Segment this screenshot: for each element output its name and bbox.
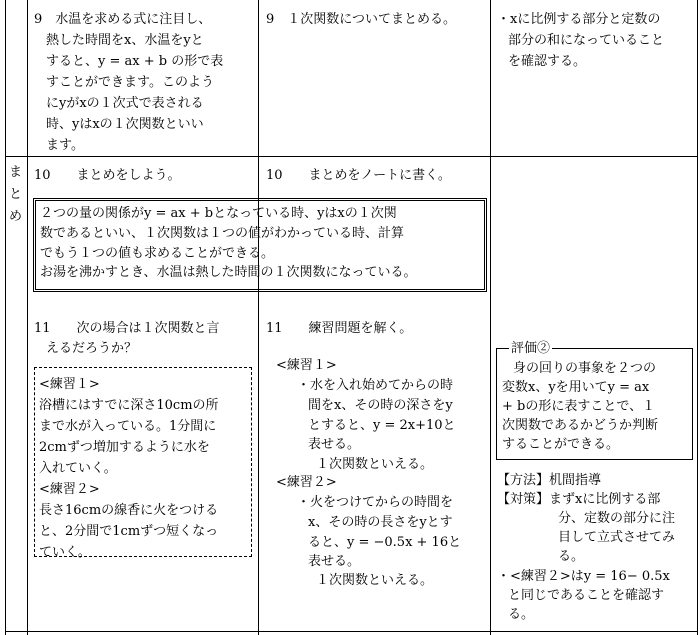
summary-line: お湯を沸かすとき、水温は熱した時間の１次関数になっている。 — [40, 265, 417, 280]
row1-col1-line: 9 水温を求める式に注目し、 — [34, 12, 212, 27]
summary-line: でもう１つの値も求めることができる。 — [40, 246, 275, 261]
row1-col1-line: にyがxの１次式で表される — [46, 96, 204, 111]
col2-practice-line: ると、y = −0.5x + 16と — [308, 535, 462, 550]
row1-col1-line: ます。 — [46, 138, 84, 153]
row1-col1-line: 熱した時間をx、水温をyと — [46, 33, 204, 48]
practice-line: <練習２> — [39, 482, 100, 497]
col2-practice-line: 表せる。 — [308, 554, 361, 569]
row-divider — [5, 156, 698, 157]
method-line: 【方法】机間指導 — [497, 473, 602, 488]
practice-line: まで水が入っている。1分間に — [39, 419, 217, 434]
row2-col2-heading: 10 まとめをノートに書く。 — [266, 168, 451, 183]
row2-col1-question: えるだろうか？ — [46, 341, 138, 356]
practice-line: と、2分間で1cmずつ短くなっ — [39, 524, 219, 539]
col2-practice-line: １次関数といえる。 — [316, 457, 434, 472]
table-border-right — [697, 0, 698, 635]
side-label-char: ま — [9, 165, 23, 180]
summary-line: 数であるといい、１次関数は１つの値がわかっている時、計算 — [40, 226, 405, 241]
row2-col1-question: 11 次の場合は１次関数と言 — [34, 321, 220, 336]
col2-practice-line: ・水を入れ始めてからの時 — [297, 378, 454, 393]
row2-col1-heading: 10 まとめをしよう。 — [34, 168, 181, 183]
row1-col1-line: すると、y = ax + b の形で表 — [46, 54, 224, 69]
col2-practice-line: 表せる。 — [308, 437, 361, 452]
side-label-char: と — [9, 187, 23, 202]
practice-line: ていく。 — [39, 545, 91, 560]
row1-col2-text: 9 １次関数についてまとめる。 — [266, 12, 457, 27]
summary-line: ２つの量の関係がy = ax + bとなっている時、yはxの１次関 — [40, 206, 397, 221]
evaluation-line: 次関数であるかどうか判断 — [502, 418, 659, 433]
practice-line: 2cmずつ増加するように水を — [39, 440, 210, 455]
method-line: と同じであることを確認す — [508, 588, 665, 603]
column-divider-1 — [258, 0, 259, 635]
row1-col3-line: を確認する。 — [508, 54, 587, 69]
column-divider-label — [27, 0, 28, 635]
evaluation-line: 身の回りの事象を２つの — [513, 361, 657, 376]
col2-practice-line: ・火をつけてからの時間を — [297, 495, 454, 510]
evaluation-line: + bの形に表すことで、１ — [502, 399, 656, 414]
row1-col3-line: 部分の和になっていること — [508, 33, 665, 48]
col2-practice-line: 間をx、その時の深さをy — [308, 398, 453, 413]
col2-practice-line: １次関数といえる。 — [316, 573, 434, 588]
column-divider-2 — [490, 0, 491, 635]
method-line: 分、定数の部分に注 — [558, 511, 676, 526]
table-border-bottom — [5, 631, 698, 632]
evaluation-line: することができる。 — [502, 437, 620, 452]
side-label-char: め — [9, 209, 23, 224]
practice-line: 入れていく。 — [39, 461, 117, 476]
col2-practice-line: <練習２> — [276, 475, 337, 490]
practice-line: 浴槽にはすでに深さ10cmの所 — [39, 398, 219, 413]
method-line: る。 — [508, 607, 535, 622]
evaluation-title: 評価② — [511, 341, 551, 356]
practice-line: <練習１> — [39, 377, 100, 392]
practice-line: 長さ16cmの線香に火をつける — [39, 503, 219, 518]
table-border-left — [5, 0, 6, 635]
row1-col3-line: ・xに比例する部分と定数の — [497, 12, 661, 27]
col2-practice-line: とすると、y = 2x+10と — [308, 418, 456, 433]
row2-col2-heading2: 11 練習問題を解く。 — [266, 321, 413, 336]
method-line: 【対策】まずxに比例する部 — [497, 492, 661, 507]
evaluation-line: 変数x、yを用いてy = ax — [502, 380, 650, 395]
method-line: 目して立式させてみ — [558, 530, 676, 545]
col2-practice-line: x、その時の長さをyとす — [308, 515, 453, 530]
method-line: ・<練習２>はy = 16− 0.5x — [497, 569, 670, 584]
row1-col1-line: すことができます。このよう — [46, 75, 214, 90]
method-line: る。 — [558, 549, 585, 564]
row1-col1-line: 時、yはxの１次関数といい — [46, 117, 204, 132]
col2-practice-line: <練習１> — [276, 358, 337, 373]
